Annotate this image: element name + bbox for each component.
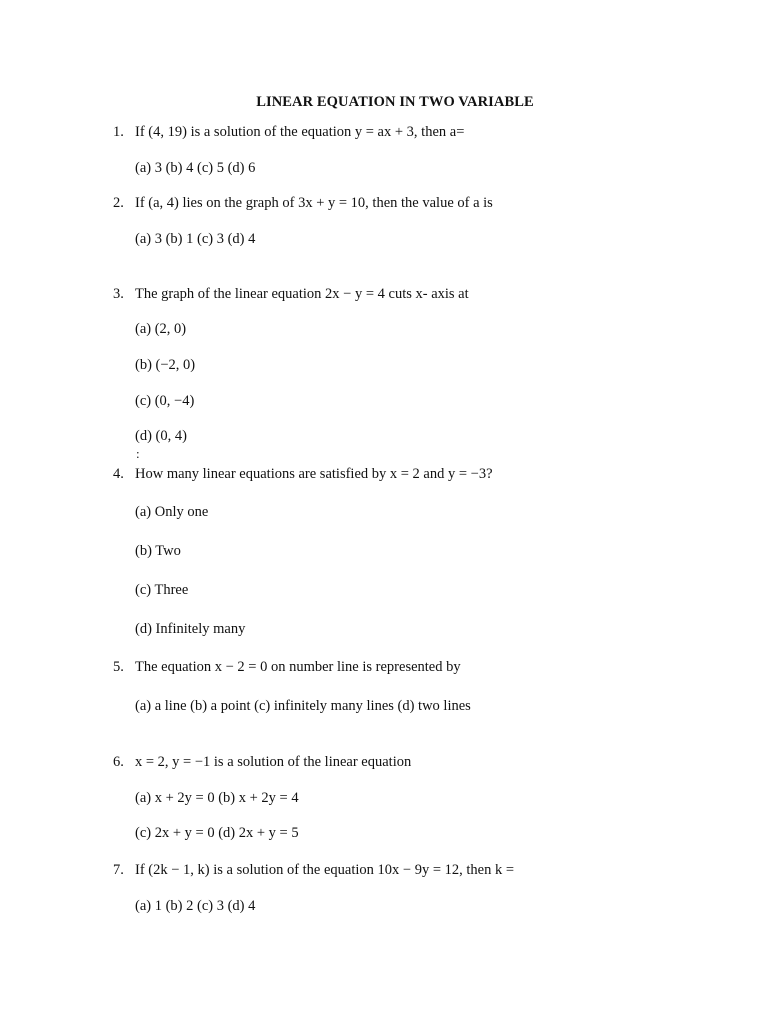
question-5-options: (a) a line (b) a point (c) infinitely many lines (d) two lines [135, 698, 471, 714]
question-6-number: 6. [113, 754, 124, 770]
question-6-options-line-2: (c) 2x + y = 0 (d) 2x + y = 5 [135, 825, 299, 841]
question-5-text: The equation x − 2 = 0 on number line is represented by [135, 659, 461, 675]
question-2-text: If (a, 4) lies on the graph of 3x + y = 10, then the value of a is [135, 195, 493, 211]
question-1-options: (a) 3 (b) 4 (c) 5 (d) 6 [135, 160, 256, 176]
question-7-options: (a) 1 (b) 2 (c) 3 (d) 4 [135, 898, 256, 914]
question-4-number: 4. [113, 466, 124, 482]
question-7-text: If (2k − 1, k) is a solution of the equation 10x − 9y = 12, then k = [135, 862, 515, 878]
question-3-option-c: (c) (0, −4) [135, 393, 195, 409]
question-5-number: 5. [113, 659, 124, 675]
question-4-option-a: (a) Only one [135, 504, 209, 520]
question-3-number: 3. [113, 286, 124, 302]
question-1-number: 1. [113, 124, 124, 140]
question-2-number: 2. [113, 195, 124, 211]
question-4-option-c: (c) Three [135, 582, 189, 598]
question-3-option-d: (d) (0, 4) [135, 428, 187, 444]
question-4-option-b: (b) Two [135, 543, 181, 559]
question-3-option-a: (a) (2, 0) [135, 321, 187, 337]
question-1-text: If (4, 19) is a solution of the equation y = ax + 3, then a= [135, 124, 465, 140]
question-2-options: (a) 3 (b) 1 (c) 3 (d) 4 [135, 231, 256, 247]
question-3-option-b: (b) (−2, 0) [135, 357, 196, 373]
question-6-options-line-1: (a) x + 2y = 0 (b) x + 2y = 4 [135, 790, 299, 806]
question-4-option-d: (d) Infinitely many [135, 621, 246, 637]
question-4-text: How many linear equations are satisfied by x = 2 and y = −3? [135, 466, 493, 482]
question-3-trailing-mark: : [136, 446, 140, 461]
question-3-text: The graph of the linear equation 2x − y = 4 cuts x- axis at [135, 286, 469, 302]
question-7-number: 7. [113, 862, 124, 878]
question-6-text: x = 2, y = −1 is a solution of the linear equation [135, 754, 412, 770]
page-title: LINEAR EQUATION IN TWO VARIABLE [256, 94, 534, 110]
